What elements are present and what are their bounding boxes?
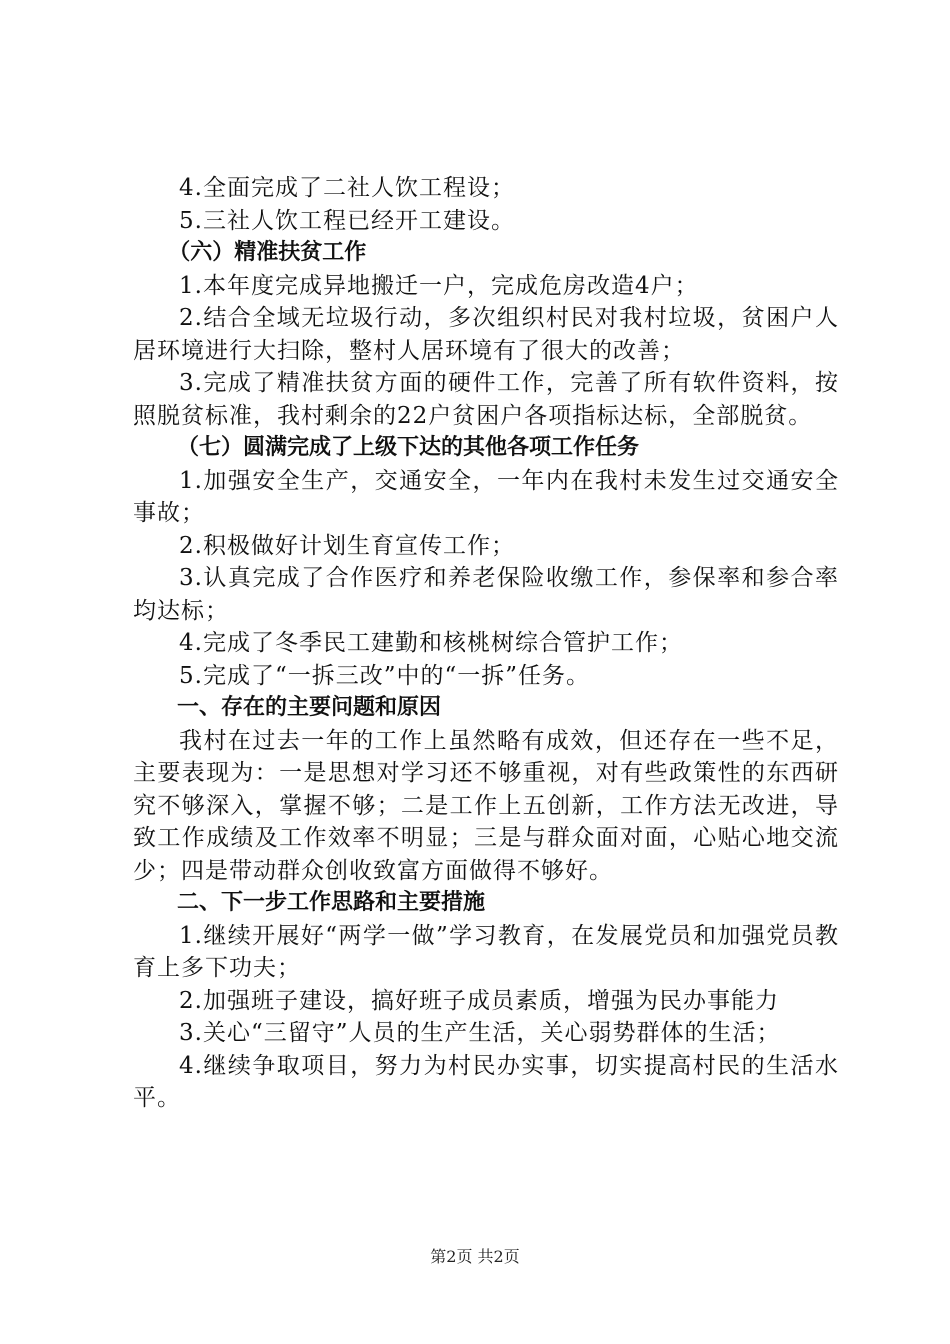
list-item: 5.完成了“一拆三改”中的“一拆”任务。 xyxy=(179,662,590,689)
list-item: 5.三社人饮工程已经开工建设。 xyxy=(179,207,515,234)
list-item: 1.加强安全生产，交通安全，一年内在我村未发生过交通安全事故； xyxy=(133,467,839,526)
list-item: 2.加强班子建设，搞好班子成员素质，增强为民办事能力 xyxy=(179,987,779,1014)
list-item: 2.结合全域无垃圾行动，多次组织村民对我村垃圾，贫困户人居环境进行大扫除，整村人居环境有了很大的改善； xyxy=(133,305,839,364)
section-heading: 一、存在的主要问题和原因 xyxy=(177,695,442,720)
list-item: 1.继续开展好“两学一做”学习教育，在发展党员和加强党员教育上多下功夫； xyxy=(133,922,839,981)
section-heading: 二、下一步工作思路和主要措施 xyxy=(177,890,486,915)
page-number: 第2页 共2页 xyxy=(430,1247,520,1266)
list-item: 2.积极做好计划生育宣传工作； xyxy=(179,532,515,559)
list-item: 1.本年度完成异地搬迁一户，完成危房改造4户； xyxy=(179,272,699,299)
section-heading: （六）精准扶贫工作 xyxy=(168,240,367,265)
list-item: 4.完成了冬季民工建勤和核桃树综合管护工作； xyxy=(179,630,683,656)
list-item: 3.关心“三留守”人员的生产生活，关心弱势群体的生活； xyxy=(179,1020,781,1046)
list-item: 3.完成了精准扶贫方面的硬件工作，完善了所有软件资料，按照脱贫标准，我村剩余的22户贫困户各项指标达标，全部脱贫。 xyxy=(133,370,839,429)
list-item: 3.认真完成了合作医疗和养老保险收缴工作，参保率和参合率均达标； xyxy=(133,565,839,624)
section-heading: （七）圆满完成了上级下达的其他各项工作任务 xyxy=(177,435,640,460)
document-body xyxy=(133,172,839,1115)
page-footer xyxy=(0,1244,950,1267)
body-paragraph: 我村在过去一年的工作上虽然略有成效，但还存在一些不足，主要表现为：一是思想对学习还不够重视，对有些政策性的东西研究不够深入，掌握不够；二是工作上五创新，工作方法无改进，导致工作成绩及工作效率不明显；三是与群众面对面，心贴心地交流少；四是带动群众创收致富方面做得不够好。 xyxy=(133,727,839,884)
list-item: 4.全面完成了二社人饮工程设； xyxy=(179,175,515,201)
list-item: 4.继续争取项目，努力为村民办实事，切实提高村民的生活水平。 xyxy=(133,1052,839,1111)
